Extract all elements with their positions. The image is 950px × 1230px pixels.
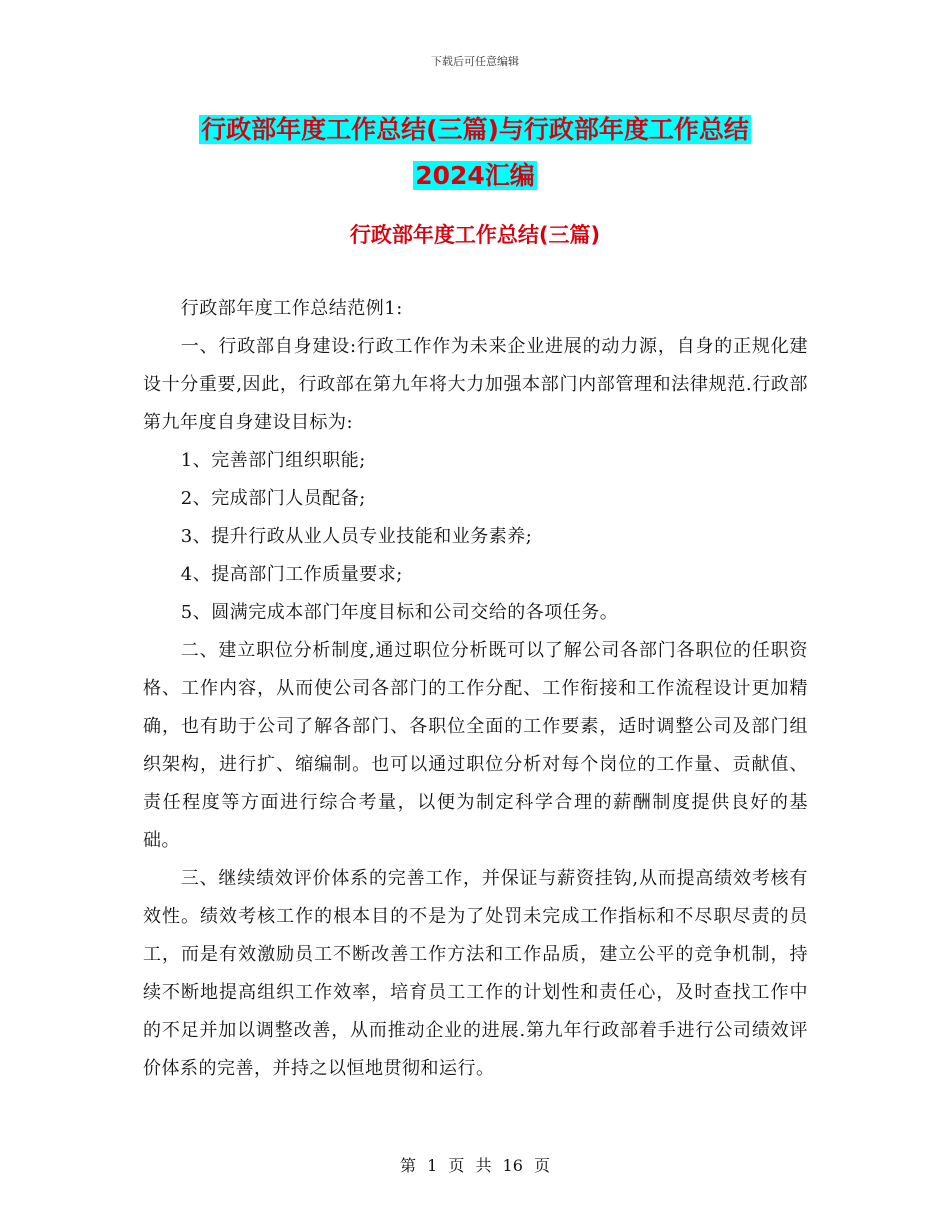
list-item-2: 2、完成部门人员配备; (180, 488, 366, 509)
paragraph-intro: 行政部年度工作总结范例1: (180, 298, 403, 319)
page-footer: 第 1 页 共 16 页 (400, 1156, 550, 1175)
document-title-line-2: 2024汇编 (415, 161, 535, 190)
section-heading: 行政部年度工作总结(三篇) (349, 223, 601, 247)
document-title-line-1: 行政部年度工作总结(三篇)与行政部年度工作总结 (201, 115, 749, 144)
paragraph-section-1: 一、行政部自身建设:行政工作作为未来企业进展的动力源，自身的正规化建设十分重要,因此，行政部在第九年将大力加强本部门内部管理和法律规范.行政部第九年度自身建设目标为: (143, 336, 808, 433)
document-body (143, 290, 808, 1088)
list-item-1: 1、完善部门组织职能; (180, 450, 366, 471)
header-note: 下载后可任意编辑 (431, 55, 519, 68)
document-title (0, 107, 950, 199)
list-item-5: 5、圆满完成本部门年度目标和公司交给的各项任务。 (180, 602, 619, 623)
paragraph-section-2: 二、建立职位分析制度,通过职位分析既可以了解公司各部门各职位的任职资格、工作内容，从而使公司各部门的工作分配、工作衔接和工作流程设计更加精确，也有助于公司了解各部门、各职位全面的工作要素，适时调整公司及部门组织架构，进行扩、缩编制。也可以通过职位分析对每个岗位的工作量、贡献值、责任程度等方面进行综合考量，以便为制定科学合理的薪酬制度提供良好的基础。 (143, 640, 808, 851)
list-item-3: 3、提升行政从业人员专业技能和业务素养; (180, 526, 533, 547)
paragraph-section-3: 三、继续绩效评价体系的完善工作，并保证与薪资挂钩,从而提高绩效考核有效性。绩效考核工作的根本目的不是为了处罚未完成工作指标和不尽职尽责的员工，而是有效激励员工不断改善工作方法和工作品质，建立公平的竞争机制，持续不断地提高组织工作效率，培育员工工作的计划性和责任心，及时查找工作中的不足并加以调整改善，从而推动企业的进展.第九年行政部着手进行公司绩效评价体系的完善，并持之以恒地贯彻和运行。 (143, 868, 808, 1079)
list-item-4: 4、提高部门工作质量要求; (180, 564, 403, 585)
